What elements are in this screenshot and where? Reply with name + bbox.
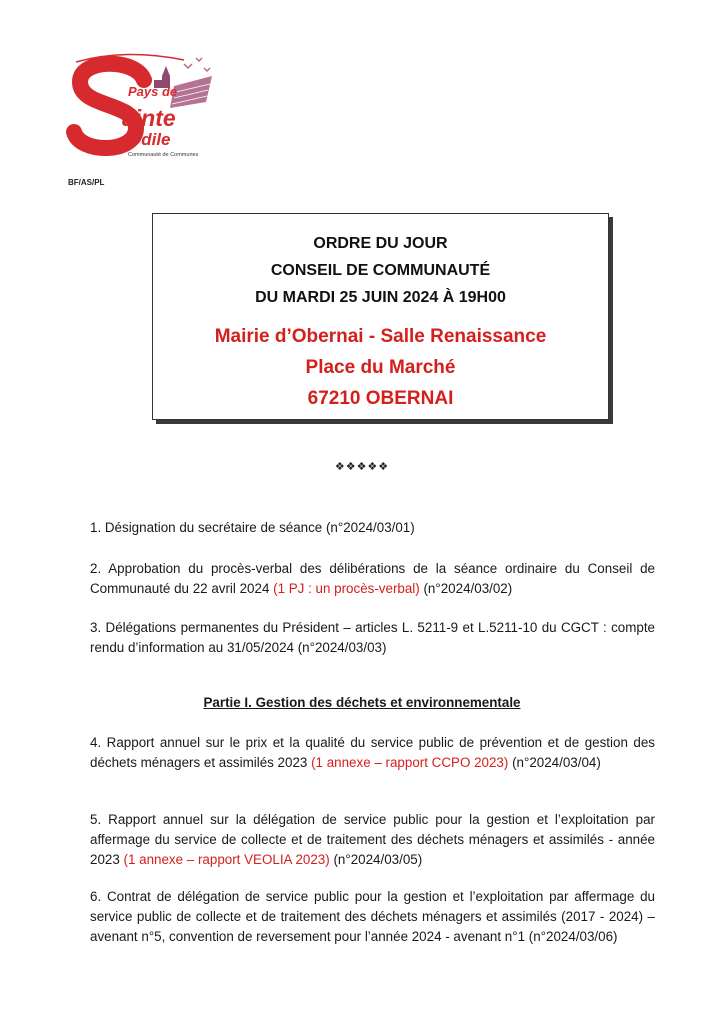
agenda-item-5 [90, 810, 655, 870]
agenda-item-2-ref: (n°2024/03/02) [419, 581, 513, 596]
logo-tagline: Communauté de Communes [128, 152, 199, 158]
venue-name: Mairie d’Obernai - Salle Renaissance [214, 326, 547, 347]
agenda-item-1: 1. Désignation du secrétaire de séance (n°2024/03/01) [90, 520, 415, 535]
agenda-item-4-text: 4. Rapport annuel sur le prix et la qualité du service public de prévention et de gestion des déchets ménagers et assimilés 2023 [90, 735, 655, 770]
agenda-item-2 [90, 559, 655, 599]
ornament-separator: ❖❖❖❖❖ [334, 461, 390, 473]
agenda-item-4 [90, 733, 655, 773]
section-heading-partie-1: Partie I. Gestion des déchets et environnementale [203, 695, 521, 710]
logo-text-sainte: ainte [122, 105, 176, 131]
logo-text-pays: Pays de [128, 84, 178, 99]
agenda-item-5-ref: (n°2024/03/05) [329, 852, 423, 867]
agenda-item-4-attachment: (1 annexe – rapport CCPO 2023) [311, 755, 509, 770]
pays-sainte-odile-logo [66, 50, 216, 165]
header-date: DU MARDI 25 JUIN 2024 À 19H00 [255, 289, 506, 306]
venue-city: 67210 OBERNAI [307, 388, 454, 409]
agenda-item-5-text: 5. Rapport annuel sur la délégation de service public pour la gestion et l’exploitation par affermage du service de collecte et de traitement des déchets ménagers et assimilés - année 2023 [90, 812, 655, 867]
header-title: ORDRE DU JOUR [313, 235, 448, 252]
header-council: CONSEIL DE COMMUNAUTÉ [270, 262, 491, 279]
agenda-item-5-attachment: (1 annexe – rapport VEOLIA 2023) [123, 852, 330, 867]
logo-text-odile: Odile [128, 130, 171, 149]
logo-graphic [66, 50, 216, 165]
agenda-item-6: 6. Contrat de délégation de service public pour la gestion et l’exploitation par affermage du service public de collecte et de traitement des déchets ménagers et assimilés (2017 - 2024) – avenant n°5, convention de reversement pour l’année 2024 - avenant n°1 (n°2024/03/06) [90, 889, 655, 944]
agenda-item-2-text: 2. Approbation du procès-verbal des délibérations de la séance ordinaire du Conseil de Communauté du 22 avril 2024 [90, 561, 655, 596]
agenda-item-2-attachment: (1 PJ : un procès-verbal) [273, 581, 420, 596]
agenda-header-box [152, 213, 609, 420]
agenda-item-4-ref: (n°2024/03/04) [508, 755, 601, 770]
venue-street: Place du Marché [305, 357, 456, 378]
agenda-item-3: 3. Délégations permanentes du Président – articles L. 5211-9 et L.5211-10 du CGCT : compte rendu d’information au 31/05/2024 (n°2024/03/03) [90, 620, 655, 655]
document-reference: BF/AS/PL [68, 178, 105, 187]
